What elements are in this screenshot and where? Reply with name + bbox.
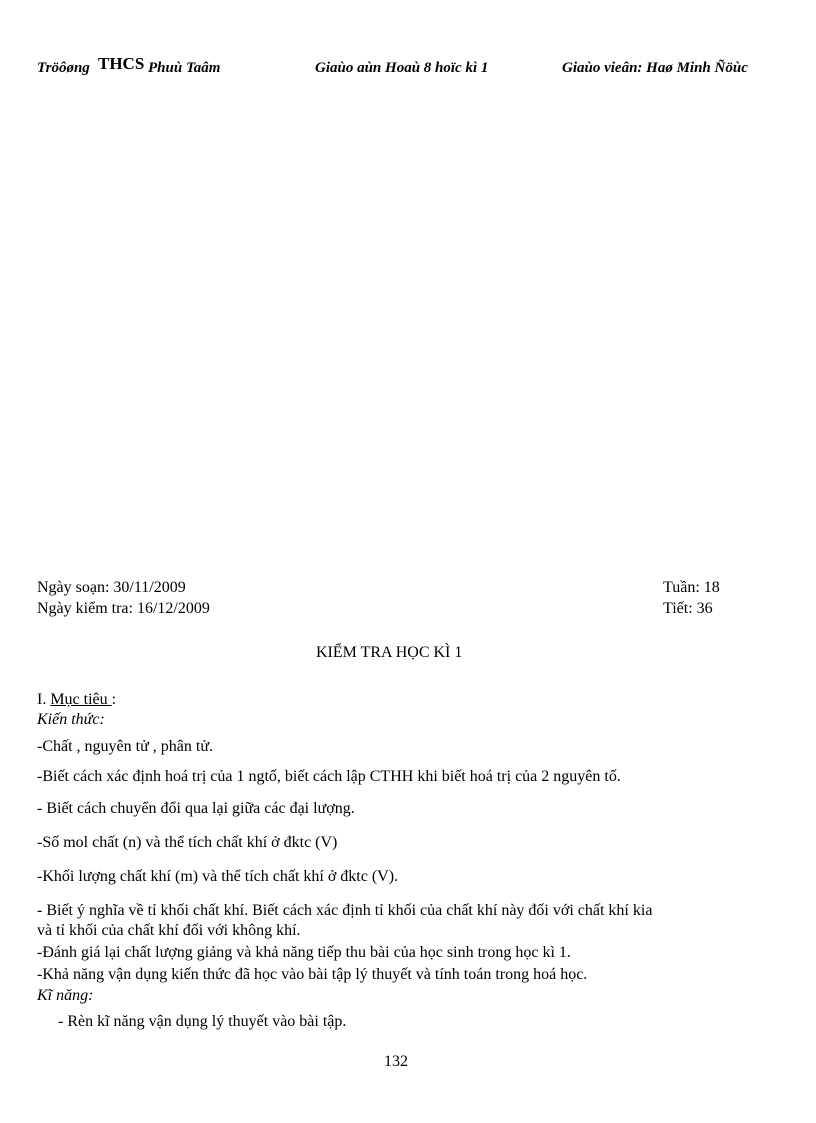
knowledge-item: - Biết cách chuyển đổi qua lại giữa các đại lượng. (37, 800, 355, 817)
header-school-prefix: Tröôøng (37, 60, 90, 76)
knowledge-item: -Đánh giá lại chất lượng giảng và khả năng tiếp thu bài của học sinh trong học kì 1. (37, 944, 571, 961)
page-title: KIỂM TRA HỌC KÌ 1 (316, 644, 463, 661)
knowledge-item: và tỉ khối của chất khí đối với không khí. (37, 922, 301, 939)
skills-heading: Kĩ năng: (37, 987, 94, 1004)
header-school-name: Phuù Taâm (148, 60, 221, 76)
knowledge-item: -Khả năng vận dụng kiến thức đã học vào bài tập lý thuyết và tính toán trong hoá học. (37, 966, 588, 983)
knowledge-item: -Biết cách xác định hoá trị của 1 ngtố, biết cách lập CTHH khi biết hoá trị của 2 nguyên tố. (37, 768, 621, 785)
section-heading (37, 691, 116, 709)
skills-item: - Rèn kĩ năng vận dụng lý thuyết vào bài tập. (58, 1013, 347, 1030)
knowledge-item: -Chất , nguyên tử , phân tử. (37, 738, 213, 755)
exam-date: Ngày kiểm tra: 16/12/2009 (37, 600, 210, 617)
header-school-abbr: THCS (98, 54, 145, 73)
knowledge-item: -Số mol chất (n) và thể tích chất khí ở đktc (V) (37, 834, 338, 851)
prep-date: Ngày soạn: 30/11/2009 (37, 579, 186, 596)
week: Tuần: 18 (663, 579, 720, 596)
page-number: 132 (384, 1053, 408, 1070)
period: Tiết: 36 (663, 600, 713, 617)
knowledge-item: - Biết ý nghĩa về tỉ khối chất khí. Biết cách xác định tỉ khối của chất khí này đối với chất khí kia (37, 902, 653, 919)
section-number: I. (37, 691, 51, 708)
header-teacher: Giaùo vieân: Haø Minh Ñöùc (562, 60, 748, 76)
section-title: Mục tiêu (50, 691, 112, 708)
header-subject: Giaùo aùn Hoaù 8 hoïc kì 1 (315, 60, 489, 76)
knowledge-heading: Kiến thức: (37, 711, 105, 728)
knowledge-item: -Khối lượng chất khí (m) và thể tích chất khí ở đktc (V). (37, 868, 399, 885)
section-colon: : (111, 691, 117, 708)
